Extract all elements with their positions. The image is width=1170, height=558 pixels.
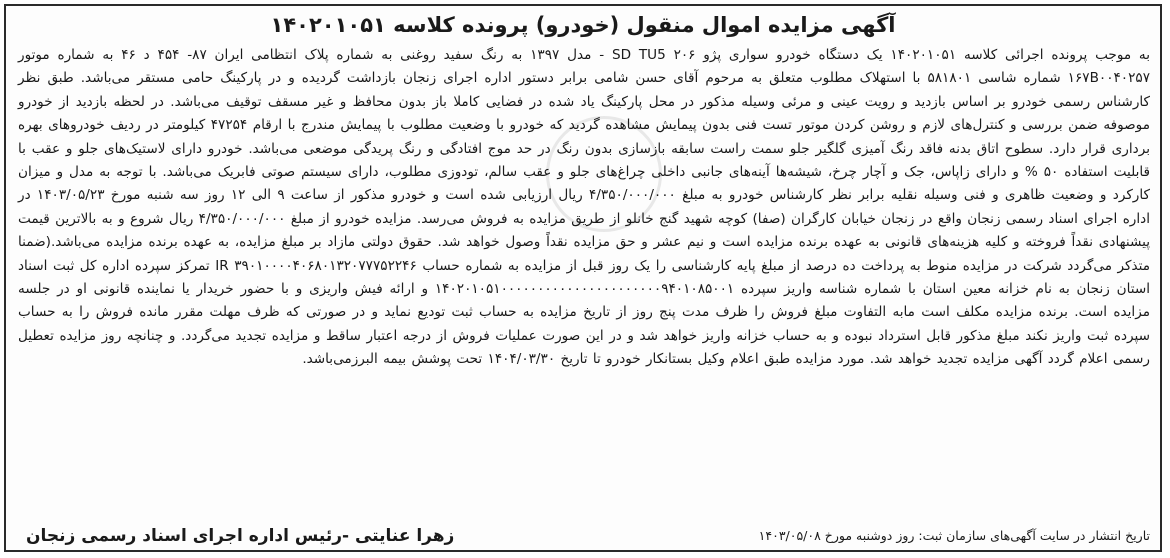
notice-title: آگهی مزایده اموال منقول (خودرو) پرونده کلاسه ۱۴۰۲۰۱۰۵۱ (270, 13, 896, 37)
notice-footer (18, 524, 1150, 548)
publish-date: تاریخ انتشار در سایت آگهی‌های سازمان ثبت: روز دوشنبه مورخ ۱۴۰۳/۰۵/۰۸ (758, 528, 1150, 543)
auction-notice (4, 4, 1162, 552)
notice-body: به موجب پرونده اجرائی کلاسه ۱۴۰۲۰۱۰۵۱ یک دستگاه خودرو سواری پژو ۲۰۶ SD TU5 - مدل ۱۳۹۷ به رنگ سفید روغنی به شماره پلاک انتظامی ایران ۸۷- ۴۵۴ د ۴۶ به شماره موتور ۱۶۷B۰۰۴۰۲۵۷ شماره شاسی ۵۸۱۸۰۱ با استهلاک مطلوب متعلق به مرحوم آقای حسن شامی برابر دستور اداره اجرای زنجان بازداشت گردیده و در پارکینگ حامی مستقر می‌باشد. طبق نظر کارشناس رسمی خودرو بر اساس بازدید و رویت عینی و مرئی وسیله مذکور در محل پارکینگ یاد شده در فضایی کاملا باز بدون محافظ و غیر مسقف توقیف می‌باشد. در لحظه بازدید از خودرو موصوفه ضمن بررسی و کنترل‌های لازم و روشن کردن موتور تست فنی بدون پیمایش مشاهده گردید که خودرو با وضعیت مطلوب با پیمایش مندرج با ارقام ۴۷۲۵۴ کیلومتر در ردیف خودروهای بهره برداری قرار دارد. سطوح اتاق بدنه فاقد رنگ آمیزی گلگیر جلو سمت راست سابقه بازسازی بدون رنگ در حد موج افتادگی و رنگ پریدگی موضعی می‌باشد. خودرو دارای لاستیک‌های جلو و عقب با قابلیت استفاده ۵۰ % و دارای زاپاس، جک و آچار چرخ، شیشه‌ها آینه‌های جانبی داخلی چراغ‌های جلو و عقب سالم، تودوزی مطلوب، دارای سیستم صوتی فابریک می‌باشد. با توجه به مدل و میزان کارکرد و وضعیت ظاهری و فنی وسیله نقلیه برابر نظر کارشناس خودرو به مبلغ ۴/۳۵۰/۰۰۰/۰۰۰ ریال ارزیابی شده است و خودرو مذکور از ساعت ۹ الی ۱۲ روز سه شنبه مورخ ۱۴۰۳/۰۵/۲۳ در اداره اجرای اسناد رسمی زنجان واقع در زنجان خیابان کارگران (صفا) کوچه شهید گنج خانلو از طریق مزایده به فروش می‌رسد. مزایده خودرو از مبلغ ۴/۳۵۰/۰۰۰/۰۰۰ ریال شروع و به بالاترین قیمت پیشنهادی نقداً فروخته و کلیه هزینه‌های قانونی به عهده برنده مزایده است و نیم عشر و حق مزایده نقداً وصول خواهد شد. حقوق دولتی مازاد بر مبلغ مزایده، به عهده برنده مزایده می‌باشد.(ضمنا متذکر می‌گردد شرکت در مزایده منوط به پرداخت ده درصد از مبلغ پایه کارشناسی را یک روز قبل از مزایده به شماره حساب IR ۳۹۰۱۰۰۰۰۴۰۶۸۰۱۳۲۰۷۷۷۵۲۲۴۶ تمرکز سپرده اداره کل ثبت اسناد استان زنجان به نام خزانه معین استان با شماره شناسه واریز سپرده ۱۴۰۲۰۱۰۵۱۰۰۰۰۰۰۰۰۰۰۰۰۰۰۰۰۰۰۰۰۰۰۹۴۰۱۰۸۵۰۰۱ و ارائه فیش واریزی و با حضور خریدار یا نماینده قانونی او در جلسه مزایده است. برنده مزایده مکلف است مابه التفاوت مبلغ فروش را ظرف مدت پنج روز از تاریخ مزایده به حساب ثبت تودیع نماید و در صورتی که ظرف مهلت مقرر مانده فروش را به حساب سپرده ثبت واریز نکند مبلغ مذکور قابل استرداد نبوده و به حساب خزانه واریز خواهد شد و در این صورت عملیات فروش از درجه اعتبار ساقط و مزایده تجدید می‌گردد. و چنانچه روز مزایده تعطیل رسمی اعلام گردد آگهی مزایده تجدید خواهد شد. مورد مزایده طبق اعلام وکیل بستانکار خودرو تا تاریخ ۱۴۰۴/۰۳/۳۰ تحت پوشش بیمه البرزمی‌باشد. (18, 47, 1151, 368)
signature: زهرا عنایتی -رئیس اداره اجرای اسناد رسمی زنجان (26, 526, 455, 546)
